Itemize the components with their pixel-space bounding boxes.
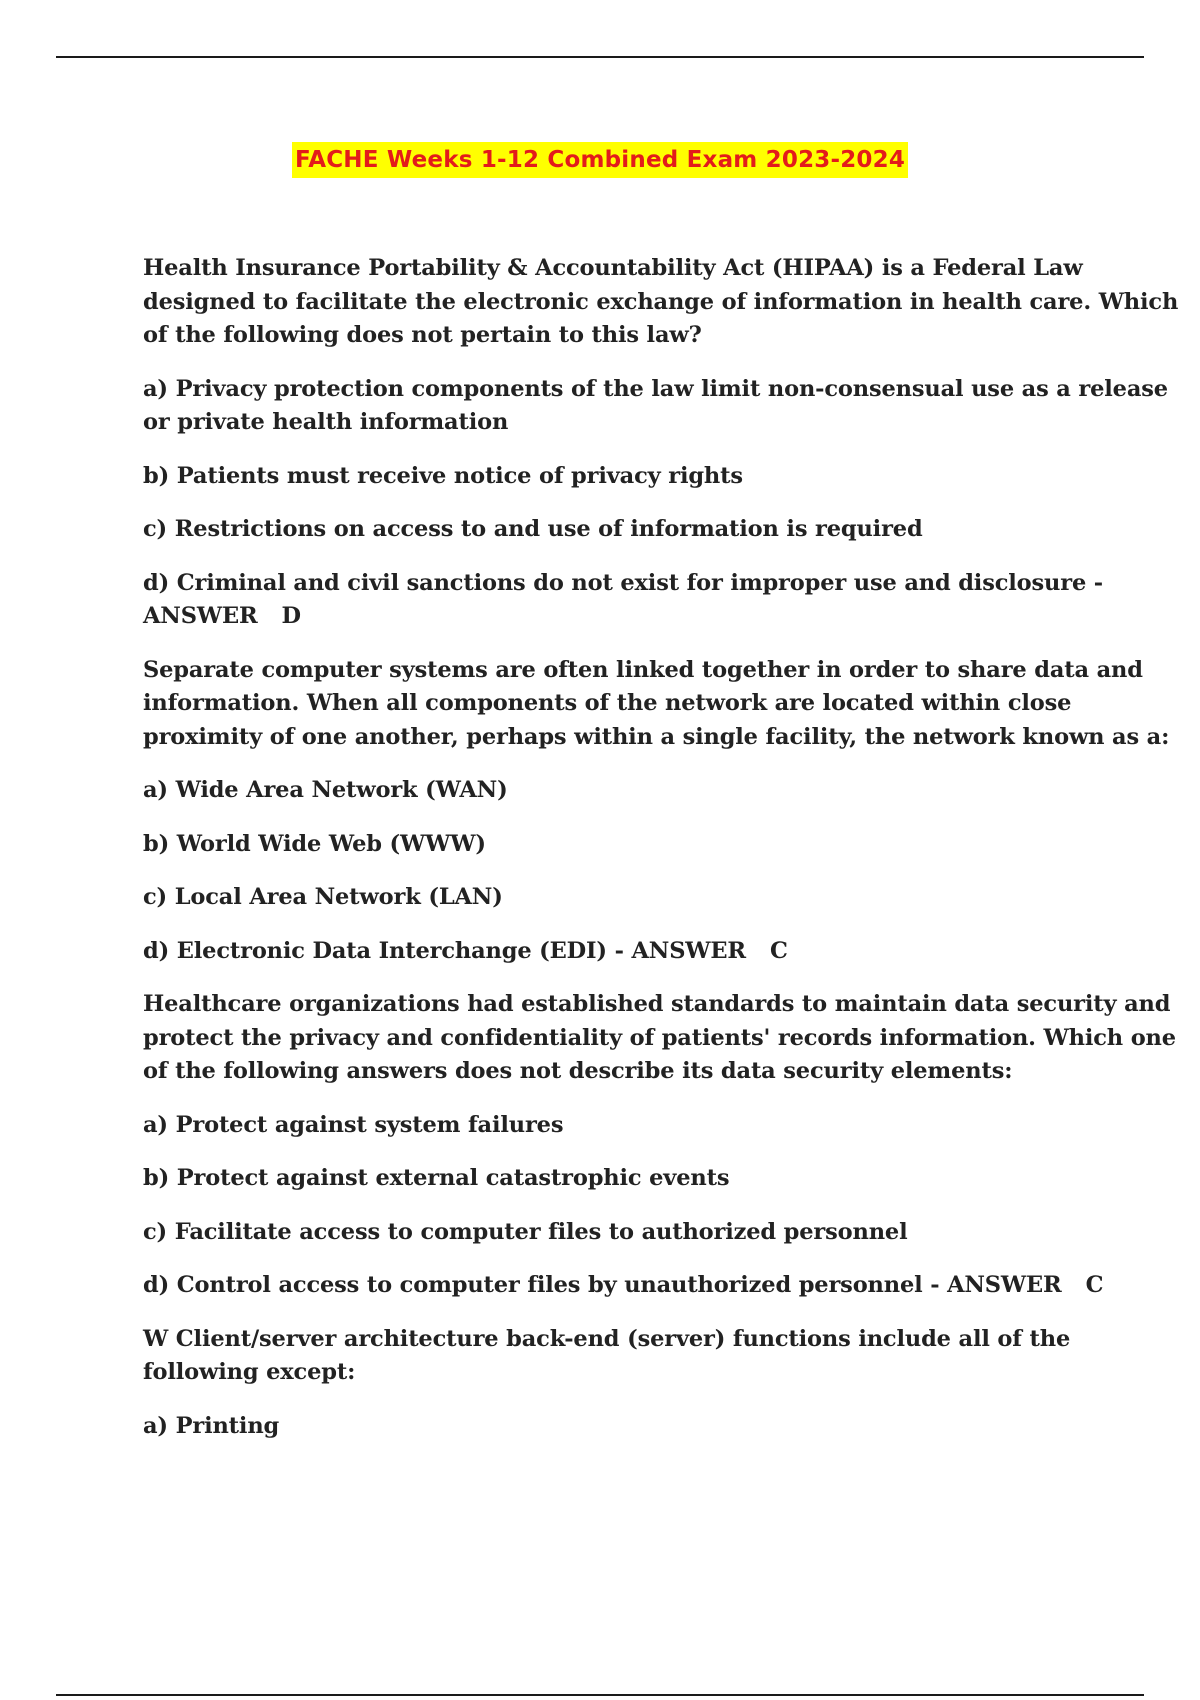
- text-line: a) Printing: [143, 1412, 280, 1439]
- option-text: d) Electronic Data Interchange (EDI) - ANSWER: [143, 937, 746, 964]
- document-title: FACHE Weeks 1-12 Combined Exam 2023-2024: [292, 142, 908, 178]
- question-3-option-a: [143, 1109, 1103, 1143]
- text-line: Separate computer systems are often linked together in order to share data and: [143, 656, 1143, 683]
- text-line: [143, 935, 1103, 969]
- text-line: b) World Wide Web (WWW): [143, 830, 486, 857]
- text-line: c) Local Area Network (LAN): [143, 884, 503, 910]
- document-body: [143, 252, 1179, 1463]
- text-line: a) Privacy protection components of the law limit non-consensual use as a release: [143, 375, 1168, 402]
- question-2-option-a: [143, 774, 1103, 808]
- question-2-option-d: [143, 935, 1103, 969]
- answer-label: ANSWER: [143, 603, 258, 629]
- text-line: information. When all components of the network are located within close: [143, 690, 1072, 716]
- text-line: a) Wide Area Network (WAN): [143, 777, 508, 803]
- header-rule: [56, 56, 1144, 58]
- question-1-option-c: [143, 513, 1103, 547]
- answer-value: C: [1085, 1272, 1104, 1298]
- text-line: b) Protect against external catastrophic events: [143, 1165, 730, 1191]
- question-3-option-b: [143, 1162, 1103, 1196]
- text-line: b) Patients must receive notice of privacy rights: [143, 462, 743, 489]
- question-3-option-d: [143, 1269, 1103, 1303]
- question-3-stem: [143, 988, 1176, 1089]
- text-line: Health Insurance Portability & Accountability Act (HIPAA) is a Federal Law: [143, 255, 1083, 281]
- question-1-option-a: [143, 373, 1168, 440]
- answer-line: [143, 600, 1103, 634]
- answer-value: D: [281, 603, 301, 629]
- text-line: protect the privacy and confidentiality of patients' records information. Which one: [143, 1024, 1176, 1051]
- text-line: W Client/server architecture back-end (server) functions include all of the: [143, 1325, 1071, 1352]
- text-line: of the following answers does not describe its data security elements:: [143, 1058, 1013, 1084]
- footer-rule: [56, 1694, 1144, 1696]
- text-line: c) Facilitate access to computer files to authorized personnel: [143, 1218, 908, 1245]
- text-line: d) Criminal and civil sanctions do not exist for improper use and disclosure -: [143, 569, 1103, 596]
- text-line: Healthcare organizations had established standards to maintain data security and: [143, 991, 1171, 1017]
- text-line: c) Restrictions on access to and use of information is required: [143, 516, 923, 542]
- text-line: designed to facilitate the electronic exchange of information in health care. Which: [143, 288, 1179, 315]
- title-container: [0, 142, 1200, 178]
- text-line: following except:: [143, 1359, 356, 1385]
- text-line: of the following does not pertain to this law?: [143, 322, 702, 348]
- question-1-stem: [143, 252, 1179, 353]
- question-1-option-b: [143, 460, 1103, 494]
- question-2-option-b: [143, 828, 1103, 862]
- question-2-option-c: [143, 881, 1103, 915]
- question-1-option-d: [143, 567, 1103, 634]
- answer-value: C: [769, 937, 788, 964]
- text-line: [143, 1269, 1103, 1303]
- question-2-stem: [143, 654, 1170, 755]
- question-3-option-c: [143, 1216, 1103, 1250]
- option-text: d) Control access to computer files by unauthorized personnel - ANSWER: [143, 1272, 1062, 1298]
- text-line: a) Protect against system failures: [143, 1111, 564, 1138]
- text-line: proximity of one another, perhaps within a single facility, the network known as a:: [143, 723, 1170, 750]
- question-4-stem: [143, 1323, 1103, 1390]
- text-line: or private health information: [143, 409, 509, 435]
- question-4-option-a: [143, 1410, 1103, 1444]
